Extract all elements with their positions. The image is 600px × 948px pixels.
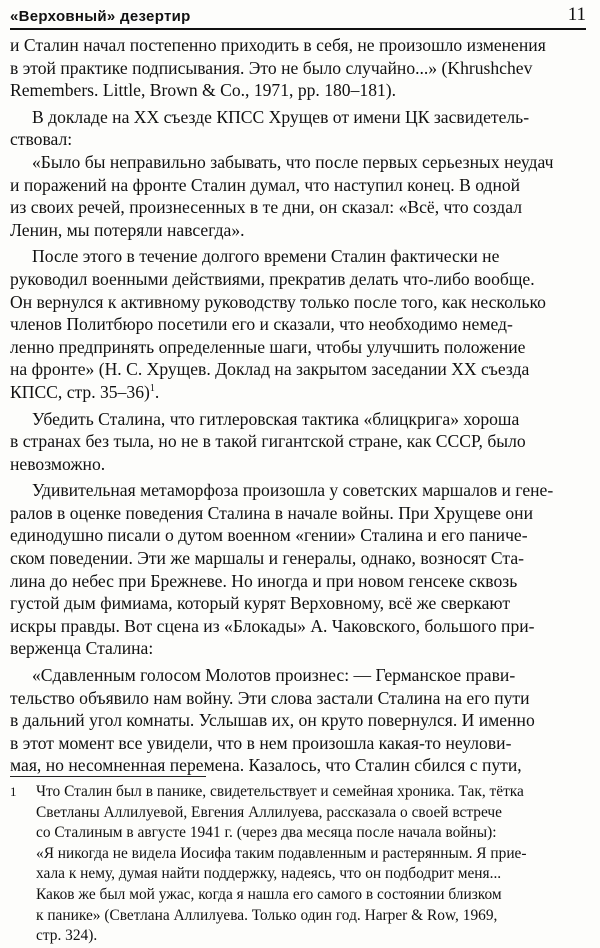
footnote-divider xyxy=(10,776,206,777)
footnote-mark: 1 xyxy=(10,784,17,799)
quote-paragraph: «Сдавленным голосом Молотов произнес: — Германское прави- тельство объявило нам войну. Эти слова застали Сталина на его пути в дальний угол комнаты. Услышав их, он круто повернулся. И именно в этот момент все увидели, что в нем произошла какая-то неулови- мая, но несомненная перемена. Казалось, что Сталин сбился с пути, xyxy=(10,665,535,776)
quote-paragraph: «Было бы неправильно забывать, что после первых серьезных неудач и поражений на фронте Сталин думал, что наступил конец. В одной из своих речей, произнесенных в те дни, он сказал: «Всё, что создал Ленин, мы потеряли навсегда». xyxy=(10,151,554,240)
paragraph: Убедить Сталина, что гитлеровская тактика «блицкрига» хороша в странах без тыла, но не в такой гигантской стране, как СССР, было невозможно. xyxy=(10,408,526,474)
page-number: 11 xyxy=(567,4,586,25)
footnote xyxy=(10,782,586,947)
main-text xyxy=(10,34,586,777)
footnote-text: Что Сталин был в панике, свидетельствует и семейная хроника. Так, тётка Светланы Аллилуевой, Евгения Аллилуева, рассказала о своей встрече со Сталиным в августе 1941 г. (через два месяца после начала войны): «Я никогда не видела Иосифа таким подавленным и растерянным. Я прие- хала к нему, думая найти поддержку, надеясь, что он подбодрит меня... Каков же был мой ужас, когда я нашла его самого в состоянии близком к панике» (Светлана Аллилуева. Только один год. Harper & Row, 1969, стр. 324). xyxy=(36,783,527,945)
paragraph-continuation: и Сталин начал постепенно приходить в себя, не произошло изменения в этой практике подписывания. Это не было случайно...» (Khrushchev Remembers. Little, Brown & Co., 1971, pp. 180–181). xyxy=(10,35,546,101)
running-header xyxy=(10,0,586,30)
paragraph: Удивительная метаморфоза произошла у советских маршалов и гене- ралов в оценке поведения Сталина в начале войны. При Хрущеве они единодушно писали о дутом военном «гении» Сталина и его паниче- ском поведении. Эти же маршалы и генералы, однако, возносят Ста- лина до небес при Брежневе. Но иногда и при новом генсеке сквозь густой дым фимиама, который курят Верховному, всё же сверкают искры правды. Вот сцена из «Блокады» А. Чаковского, большого при- верженца Сталина: xyxy=(10,480,554,659)
running-title: «Верховный» дезертир xyxy=(10,8,191,25)
footnote-reference: 1 xyxy=(149,383,155,395)
quote-paragraph-with-footnote: После этого в течение долгого времени Сталин фактически не руководил военными действиями, прекратив делать что-либо вообще. Он вернулся к активному руководству только после того, как несколько членов Политбюро посетили его и сказали, что необходимо немед- ленно предпринять определенные шаги, чтобы улучшить положение на фронте» (Н. С. Хрущев. Доклад на закрытом заседании XX съезда КПСС, стр. 35–36)$^1$. xyxy=(10,246,546,402)
paragraph: В докладе на XX съезде КПСС Хрущев от имени ЦК засвидетель- ствовал: xyxy=(10,106,530,150)
paragraph-text: После этого в течение долгого времени Сталин фактически не руководил военными действиями, прекратив делать что-либо вообще. Он вернулся к активному руководству только после того, как несколько членов Политбюро посетили его и сказали, что необходимо немед- ленно предпринять определенные шаги, чтобы улучшить положение на фронте» (Н. С. Хрущев. Доклад на закрытом заседании XX съезда КПСС, стр. 35–36) xyxy=(10,246,546,402)
